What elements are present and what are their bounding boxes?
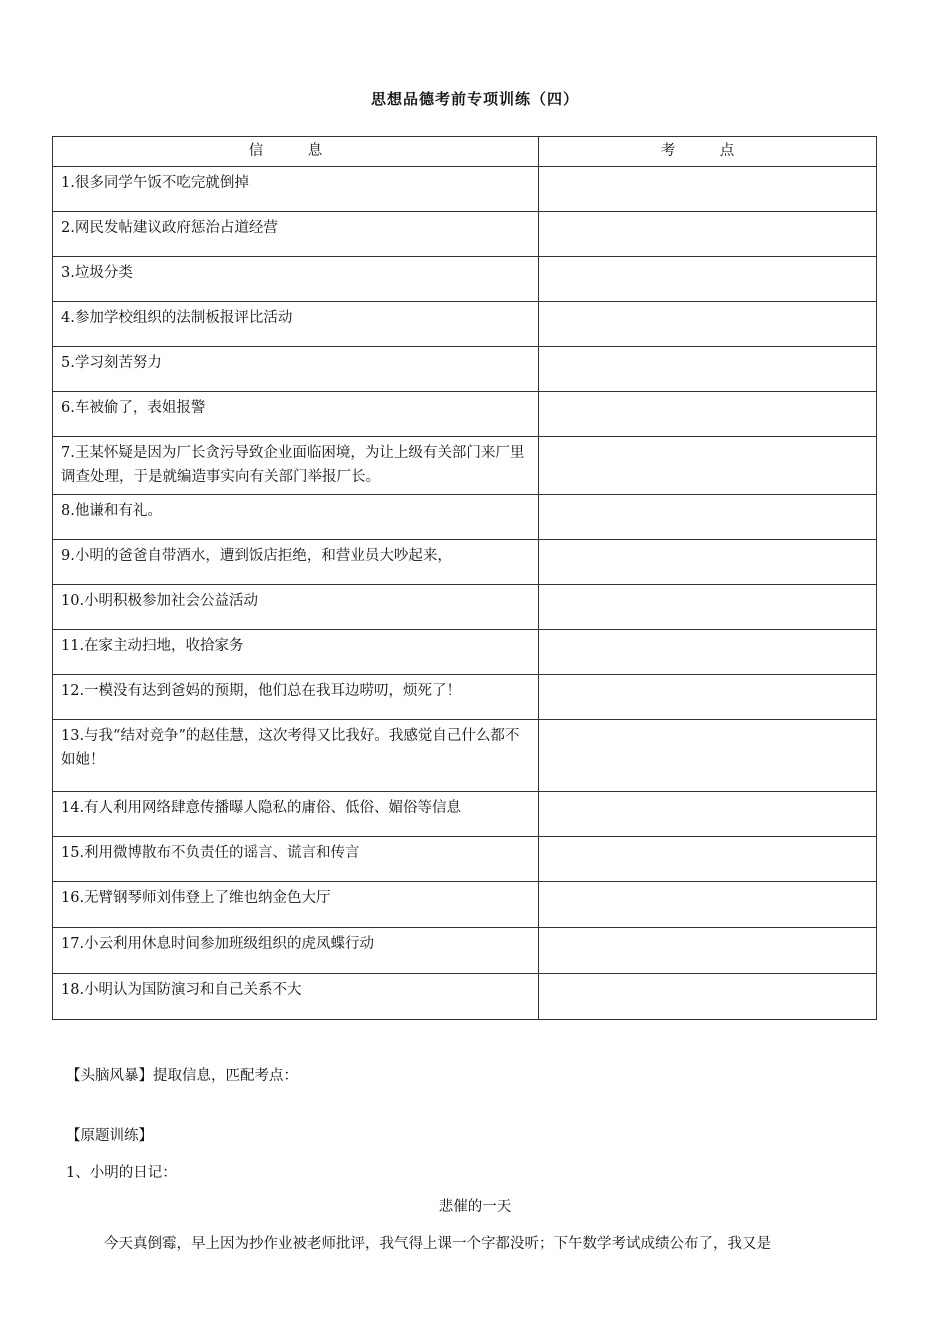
- table-row: [53, 540, 877, 585]
- table-row: [53, 392, 877, 437]
- info-cell: 8.他谦和有礼。: [53, 495, 539, 540]
- table-row: [53, 437, 877, 495]
- table-row: [53, 585, 877, 630]
- info-cell: 11.在家主动扫地，收拾家务: [53, 630, 539, 675]
- point-cell[interactable]: [539, 630, 877, 675]
- info-cell: 15.利用微博散布不负责任的谣言、谎言和传言: [53, 837, 539, 882]
- point-cell[interactable]: [539, 302, 877, 347]
- point-cell[interactable]: [539, 212, 877, 257]
- point-cell[interactable]: [539, 392, 877, 437]
- point-cell[interactable]: [539, 882, 877, 928]
- table-row: [53, 257, 877, 302]
- table-row: [53, 302, 877, 347]
- table-row: [53, 974, 877, 1020]
- point-cell[interactable]: [539, 585, 877, 630]
- point-cell[interactable]: [539, 167, 877, 212]
- point-cell[interactable]: [539, 675, 877, 720]
- point-cell[interactable]: [539, 540, 877, 585]
- diary-text: 今天真倒霉，早上因为抄作业被老师批评，我气得上课一个字都没听；下午数学考试成绩公布了，我又是: [104, 1236, 771, 1252]
- info-cell: 14.有人利用网络肆意传播曝人隐私的庸俗、低俗、媚俗等信息: [53, 792, 539, 837]
- info-cell: 13.与我“结对竞争”的赵佳慧，这次考得又比我好。我感觉自己什么都不如她！: [53, 720, 539, 792]
- point-cell[interactable]: [539, 837, 877, 882]
- info-cell: 12.一模没有达到爸妈的预期，他们总在我耳边唠叨，烦死了！: [53, 675, 539, 720]
- point-cell[interactable]: [539, 974, 877, 1020]
- info-cell: 5.学习刻苦努力: [53, 347, 539, 392]
- table-row: [53, 495, 877, 540]
- info-cell: 10.小明积极参加社会公益活动: [53, 585, 539, 630]
- table-row: [53, 882, 877, 928]
- header-info: 信 息: [53, 137, 539, 167]
- info-cell: 9.小明的爸爸自带酒水，遭到饭店拒绝，和营业员大吵起来，: [53, 540, 539, 585]
- info-cell: 6.车被偷了，表姐报警: [53, 392, 539, 437]
- table-row: [53, 212, 877, 257]
- info-cell: 7.王某怀疑是因为厂长贪污导致企业面临困境，为让上级有关部门来厂里调查处理，于是就编造事实向有关部门举报厂长。: [53, 437, 539, 495]
- point-cell[interactable]: [539, 437, 877, 495]
- info-cell: 18.小明认为国防演习和自己关系不大: [53, 974, 539, 1020]
- table-row: [53, 837, 877, 882]
- point-cell[interactable]: [539, 495, 877, 540]
- brainstorm-heading: 【头脑风暴】提取信息，匹配考点：: [66, 1068, 298, 1084]
- table-row: [53, 630, 877, 675]
- table-row: [53, 928, 877, 974]
- table-row: [53, 167, 877, 212]
- page-title: 思想品德考前专项训练（四）: [370, 90, 579, 108]
- header-point: 考 点: [539, 137, 877, 167]
- info-cell: 4.参加学校组织的法制板报评比活动: [53, 302, 539, 347]
- point-cell[interactable]: [539, 720, 877, 792]
- table-row: [53, 720, 877, 792]
- question-1-label: 1、小明的日记：: [66, 1165, 177, 1181]
- diary-title: 悲催的一天: [438, 1199, 512, 1215]
- info-cell: 3.垃圾分类: [53, 257, 539, 302]
- table-row: [53, 675, 877, 720]
- point-cell[interactable]: [539, 347, 877, 392]
- info-table: [52, 136, 877, 1020]
- training-heading: 【原题训练】: [66, 1128, 153, 1144]
- info-cell: 1.很多同学午饭不吃完就倒掉: [53, 167, 539, 212]
- point-cell[interactable]: [539, 792, 877, 837]
- table-row: [53, 347, 877, 392]
- point-cell[interactable]: [539, 928, 877, 974]
- info-cell: 17.小云利用休息时间参加班级组织的虎凤蝶行动: [53, 928, 539, 974]
- table-row: [53, 792, 877, 837]
- info-cell: 2.网民发帖建议政府惩治占道经营: [53, 212, 539, 257]
- info-cell: 16.无臂钢琴师刘伟登上了维也纳金色大厅: [53, 882, 539, 928]
- point-cell[interactable]: [539, 257, 877, 302]
